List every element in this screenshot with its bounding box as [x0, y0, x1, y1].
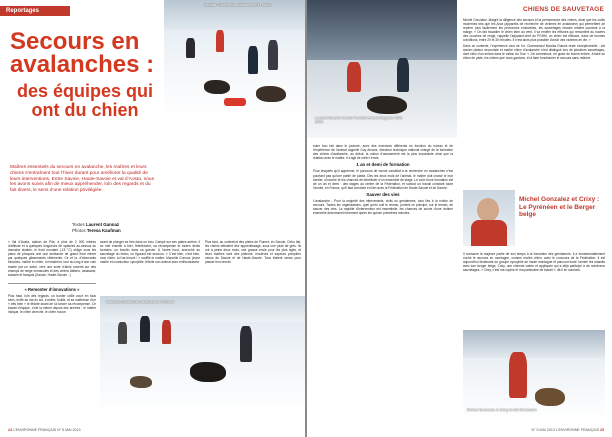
article-subtitle: des équipes qui ont du chien: [16, 81, 154, 120]
body-paragraph: Pour lesquels qu’il apprenne, le parcours de bonne candidat à la recherche en avalanches n’est pourtant pas qu’une partie de plaisir. Dès les deux mois de l’animal, le maître doit choisir le bon sentier, s’inscrire et les chances de bénéficier d’un ensemble de stage. Le coût d’une formation est de un an et demi : des stages au centre de la Fédération, et surtout un travail constant toute l’année, en France, qu’il faut conduire en lien avec la Fédération de Haute-Savoie et de Savoie.: [313, 169, 453, 190]
photo-rescue-scene: [307, 0, 457, 138]
text-credit-label: Textes: [72, 222, 85, 227]
magazine-name: L’ENVIRONNE FRANÇAIS: [13, 428, 57, 432]
inset-box-title: « Remonter d’innovations »: [24, 286, 80, 292]
photo-bottom-caption: Marcelle Desmoris entraînement Flumet: [106, 300, 175, 304]
text-credit-author: Laurent Gannaz: [85, 222, 120, 227]
body-column-1: [8, 240, 96, 315]
section-rubric: Reportages: [0, 6, 70, 16]
body-paragraph: Dans ce contexte, l’expérience vaut de l’or. Chamoniard Nicolas Dubois reste exceptionnelle : cet ancien pisteur secouriste et maître chien d’avalanche s’est distingué lors de plusieurs sauvetages, dont celui d’un enfant dans le vallon du Tour. « J’ai commencé, en guise de bonne entrée, à faire du chien de piste, les chiens que nous gardons, et à faire fonctionner le secours sans relâche.: [463, 43, 605, 60]
photo-training-bottom: [100, 296, 305, 418]
photo-top-caption: Sandra Vuillermoz entraînement Flumet: [204, 3, 272, 7]
inset-title: Michel Gonzalez et Crixy : Le Pyrénéen et le Berger belge: [519, 196, 600, 219]
photo-credit-author: Teresa Kaufman: [86, 228, 121, 233]
section-title-formation: 1 an et demi de formation: [356, 162, 410, 168]
article-lead: Maîtres essentiels du secours en avalanche, les maîtres et leurs chiens s’entraînent tout l’hiver durant pour améliorer la qualité de leurs interventions. Entre Savoie, Haute-Savoie et val d’Aosta, nous les avons suivis afin de mieux appréhender, loin des regards et du fait divers, le sens d’une relation privilégiée.: [10, 165, 154, 194]
photo-mid-caption: Laurent Guerin durant l’entraînement Maglane Cille 2008: [315, 116, 403, 125]
left-page: [0, 0, 305, 437]
body-column-3: [205, 240, 301, 292]
body-paragraph: « Val d’Aosta, station de Pila, à plus de 2 000 mètres d’altitude et à quelques longueurs de spatules au-dessus du domaine skiable, le froid mordant (-15 °C) oblige sous les piaux de phoques une une ambiance de grand froid même par quelques glissements vêtements. Ce et la, d’étonnants binômes, maître et chien, s’entraînent, tour au long d’une voie tracée par un salvé, vers une sorte d’abris ouverts sur des champs de neige immaculés et des chiens italiens, valaisans, suisses et français (Savoie, Haute-Savoie...): [8, 240, 96, 277]
inset-box: [8, 283, 96, 314]
photo-training-top: [164, 0, 305, 118]
section-rubric-right: CHIENS DE SAUVETAGE: [523, 6, 604, 13]
body-column-right-2: [463, 18, 605, 186]
photo-credit-label: Photos: [72, 228, 86, 233]
body-paragraph: Plus tard, au contrefort des pistes de Flumet, en Savoie, Cebo fait, les chiens débutent leur apprentissage, sous une pluie de grés. Ils ont à peine deux mois, une grosse envie pour les plus âgés, et leurs maîtres sont des pisteurs, mouleurs et sapeurs pompiers venus de Savoie et de Haute-Savoie. Tous étaient venus pour passer leur brevet.: [205, 240, 301, 265]
article-title: Secours en avalanches :: [10, 28, 155, 78]
magazine-name: L’ENVIRONNE FRANÇAIS: [555, 428, 599, 432]
right-page: [307, 0, 612, 437]
body-column-2: [100, 240, 200, 266]
body-paragraph: avant de plonger se très dans un trou. Campé sur ses pattes arrière, il se met ensuite à tirer, fébrilement, sa récompense et toutes dents formées, un boudin dans sa gueule. À l’autre bout, accroché au sauvetage du bidon, un figurant est secouru. « C’est bien, c’est bien, mon chien, tu t’as trouvé ! » souffle le maître. Marcelle Connoz, jeune maître et conducteur cynophile, félicite son animal avec enthousiasme.: [100, 240, 200, 265]
issue-date: N° 5 MAI 2013: [531, 428, 555, 432]
body-column-right-1: [313, 144, 453, 216]
photo-gonzalez-crixy: [463, 330, 605, 422]
body-paragraph: euler bon fait dans le journée, avec des exercices différents en fonction du niveau et de l’expérience de l’animal rappelle Guy Arnaux, directeur technique national chargé de la formation des chiens d’avalanche, au début, la notion d’amusement est la plus importante ainsi que la relation avec le maître. Il s’agit de créer l’envie.: [313, 144, 453, 161]
article-credits: [72, 222, 162, 234]
inset-text: [463, 252, 605, 328]
inset-box-text: Plus haut, loin des regards, un border collie court en tous sens, truffe au ras du sol, s’arrête, fouille, et sa maîtresse d’un « très bien » le félicite avant de lui lancer sa récompense. Ce travail d’équipe, c’est la même depuis des années : le maître indique, le chien cherche, le chien trouve.: [8, 293, 96, 315]
photo-portrait-gonzalez: [463, 190, 515, 246]
photo-inset-caption: Michel Gonzalez & Crixy la G2 Chamonix: [467, 408, 537, 412]
page-number: 25: [600, 428, 604, 432]
section-title-sauver: Sauver des vies: [366, 191, 400, 197]
body-paragraph: Michel Gonzalez. Malgré la diligence des secours et la performance des chiens, ainsi que les outils modernes tels que les Arva (appareils de recherche de victimes en avalanche) qui permettent de repérer plus facilement les personnes ensevelies, les sauvetages réussis restent pourtant à la marge. « On fait travailler le chien faire au vent, il va renifler les effluves qui remontent au travers des couches de neige, rappelle l’adjudant-chef du PGHM, un chien est efficace, dans de bonnes conditions, entre 20 et 30 minutes. Il n’est alors plus possible d’avoir des victimes en vie. »: [463, 18, 605, 43]
folio-right: [531, 428, 604, 432]
folio-left: [8, 428, 81, 432]
body-paragraph: L’avalanche... Pour la majorité des intervenants, civils ou gendarmes, tous liés à la notion de secours. Toutes les organisations, quel qu’en soit le niveau, portent ce principe, sur le terrain, de sauver des vies. La rapidité d’intervention est essentielle, les chances de survie d’une victime ensevelie décroissent fortement après les quinze premières minutes.: [313, 199, 453, 216]
issue-date: N° 5 MAI 2013: [57, 428, 81, 432]
inset-paragraph: Il consacre la majeure partie de son temps à la formation des gendarmes. Il a fondamentalement coché le secours en montagne, comme maître chien, avec le concours de la Fédération. Il est aujourd’hui lieutenant du groupe cynophile de haute montagne et parcourt toute l’année les massifs avec son berger belge, Crixy, une chienne calme et appliquée qui a déjà participé à de nombreux sauvetages. « Crixy, c’est ma copine et ma partenaire de travail », dit-il en souriant.: [463, 252, 605, 273]
page-number: 24: [8, 428, 12, 432]
